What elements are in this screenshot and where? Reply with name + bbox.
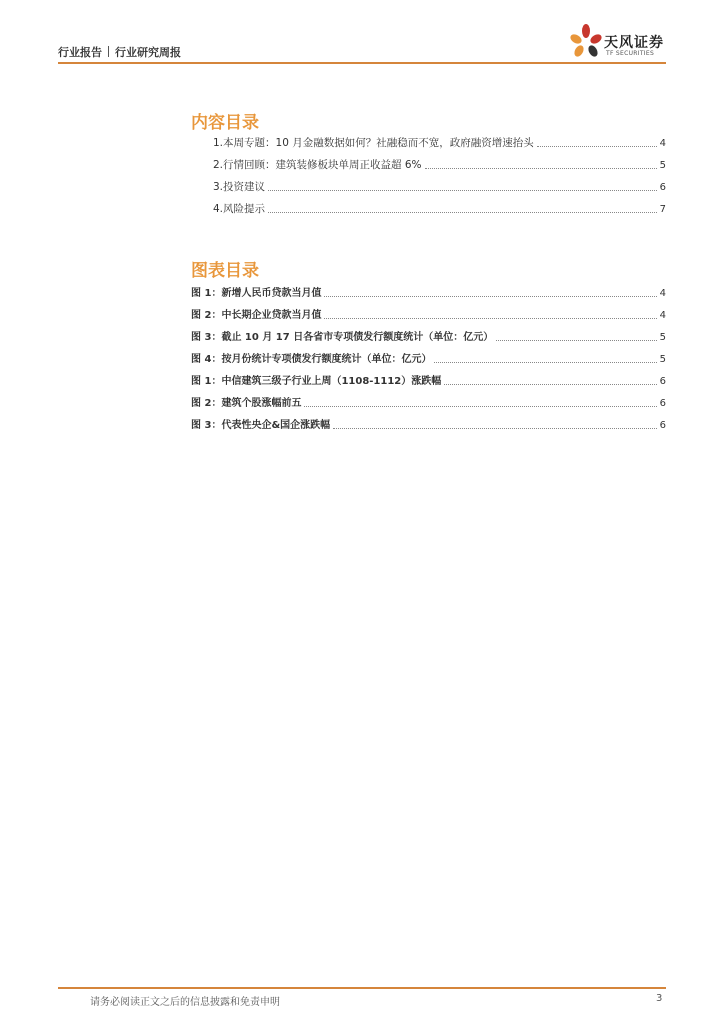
figure-item[interactable] (191, 374, 666, 388)
toc-item-page: 5 (659, 160, 666, 171)
toc-item[interactable] (213, 158, 666, 172)
figure-item[interactable] (191, 418, 666, 432)
figure-item-label: 图 3：截止 10 月 17 日各省市专项债发行额度统计（单位：亿元） (191, 332, 494, 343)
figure-item[interactable] (191, 396, 666, 410)
toc-leader (537, 145, 657, 147)
figure-item[interactable] (191, 330, 666, 344)
logo-sub-text: TF SECURITIES (606, 50, 655, 57)
header-divider (108, 46, 109, 57)
toc-leader (268, 189, 657, 191)
footer-disclaimer: 请务必阅读正文之后的信息披露和免责申明 (90, 997, 280, 1008)
report-category: 行业报告 (58, 46, 102, 59)
logo-brand-text: 天风证券 (604, 35, 664, 51)
figure-leader (496, 339, 656, 341)
footer-rule (58, 987, 666, 989)
report-header (58, 44, 181, 60)
figure-item-label: 图 4：按月份统计专项债发行额度统计（单位：亿元） (191, 354, 432, 365)
figure-item-page: 4 (659, 310, 666, 321)
report-type: 行业研究周报 (115, 46, 181, 59)
toc-item[interactable] (213, 180, 666, 194)
page-number: 3 (656, 993, 663, 1004)
toc-item-page: 4 (659, 138, 666, 149)
company-logo (566, 22, 676, 62)
figure-item-page: 5 (659, 354, 666, 365)
toc-item[interactable] (213, 202, 666, 216)
figure-item[interactable] (191, 308, 666, 322)
toc-item-page: 6 (659, 182, 666, 193)
toc-item[interactable] (213, 136, 666, 150)
figure-item[interactable] (191, 286, 666, 300)
toc-leader (268, 211, 657, 213)
figure-item-label: 图 1：新增人民币贷款当月值 (191, 288, 322, 299)
figure-item-label: 图 1：中信建筑三级子行业上周（1108-1112）涨跌幅 (191, 376, 442, 387)
figure-item-page: 4 (659, 288, 666, 299)
figure-item-label: 图 2：建筑个股涨幅前五 (191, 398, 302, 409)
figure-leader (444, 383, 656, 385)
figure-leader (324, 317, 656, 319)
figure-item-page: 6 (659, 376, 666, 387)
toc-item-label: 2.行情回顾：建筑装修板块单周正收益超 6% (213, 159, 422, 171)
figure-item-label: 图 3：代表性央企&国企涨跌幅 (191, 420, 331, 431)
figures-title: 图表目录 (191, 261, 259, 281)
figure-item-page: 6 (659, 420, 666, 431)
figure-item-page: 6 (659, 398, 666, 409)
figure-leader (324, 295, 656, 297)
toc-item-label: 1.本周专题：10 月金融数据如何？社融稳而不宽，政府融资增速抬头 (213, 137, 534, 149)
figure-item-page: 5 (659, 332, 666, 343)
figure-leader (434, 361, 656, 363)
contents-title: 内容目录 (191, 113, 259, 133)
toc-leader (425, 167, 657, 169)
flower-logo-icon (566, 22, 606, 62)
figure-leader (333, 427, 656, 429)
figure-item[interactable] (191, 352, 666, 366)
toc-item-page: 7 (659, 204, 666, 215)
header-rule (58, 62, 666, 64)
figure-leader (304, 405, 656, 407)
toc-item-label: 4.风险提示 (213, 203, 266, 215)
toc-item-label: 3.投资建议 (213, 181, 266, 193)
figure-item-label: 图 2：中长期企业贷款当月值 (191, 310, 322, 321)
